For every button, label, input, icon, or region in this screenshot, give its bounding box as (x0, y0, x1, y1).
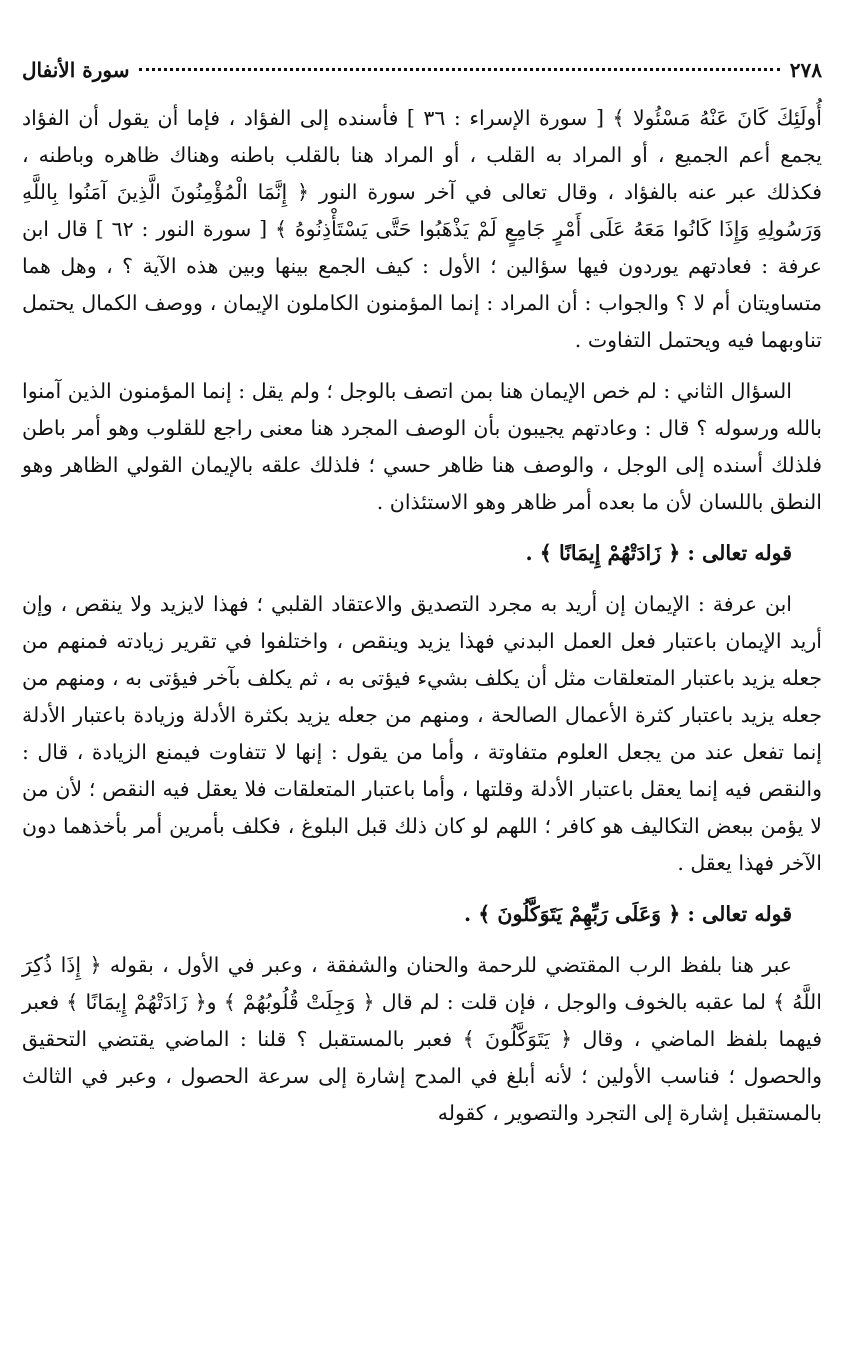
paragraph-rabb-wording: عبر هنا بلفظ الرب المقتضي للرحمة والحنان والشفقة ، وعبر في الأول ، بقوله ﴿ إِذَا ذُكِرَ اللَّهُ ﴾ لما عقبه بالخوف والوجل ، فإن قلت : لم قال ﴿ وَجِلَتْ قُلُوبُهُمْ ﴾ و﴿ زَادَتْهُمْ إِيمَانًا ﴾ فعبر فيهما بلفظ الماضي ، وقال ﴿ يَتَوَكَّلُونَ ﴾ فعبر بالمستقبل ؟ قلنا : الماضي يقتضي التحقيق والحصول ؛ فناسب الأولين ؛ لأنه أبلغ في المدح إشارة إلى سرعة الحصول ، وعبر في الثالث بالمستقبل إشارة إلى التجرد والتصوير ، كقوله (22, 953, 822, 1125)
dotted-leader (139, 68, 779, 71)
verse-heading-zadathum: قوله تعالى : ﴿ زَادَتْهُمْ إِيمَانًا ﴾ . (525, 541, 792, 565)
running-header (22, 58, 822, 92)
surah-title: سورة الأنفال (22, 58, 130, 82)
page-number: ٢٧٨ (789, 58, 822, 82)
paragraph-continuation: أُولَئِكَ كَانَ عَنْهُ مَسْئُولا ﴾ [ سورة الإسراء : ٣٦ ] فأسنده إلى الفؤاد ، فإما أن يقول أن الفؤاد يجمع أعم الجميع ، أو المراد به القلب ، أو المراد هنا بالقلب باطنه وهناك ظاهره وباطنه ، فكذلك عبر عنه بالفؤاد ، وقال تعالى في آخر سورة النور ﴿ إِنَّمَا الْمُؤْمِنُونَ الَّذِينَ آمَنُوا بِاللَّهِ وَرَسُولِهِ وَإِذَا كَانُوا مَعَهُ عَلَى أَمْرٍ جَامِعٍ لَمْ يَذْهَبُوا حَتَّى يَسْتَأْذِنُوهُ ﴾ [ سورة النور : ٦٢ ] قال ابن عرفة : فعادتهم يوردون فيها سؤالين ؛ الأول : كيف الجمع بينها وبين هذه الآية ؟ ، وهل هما متساويتان أم لا ؟ والجواب : أن المراد : إنما المؤمنون الكاملون الإيمان ، ووصف الكمال يحتمل تناوبهما فيه ويحتمل التفاوت . (22, 106, 822, 352)
page-body (22, 100, 822, 1132)
paragraph-iman-increase: ابن عرفة : الإيمان إن أريد به مجرد التصديق والاعتقاد القلبي ؛ فهذا لايزيد ولا ينقص ، وإن أريد الإيمان باعتبار فعل العمل البدني فهذا يزيد وينقص ، واختلفوا في تقرير زيادته فمنهم من جعله يزيد باعتبار المتعلقات مثل أن يكلف بشيء فيؤتى به ، ثم يكلف بآخر فيؤتى به ، ومنهم من جعله يزيد باعتبار كثرة الأعمال الصالحة ، ومنهم من جعله يزيد بكثرة الأدلة وزيادة باعتبار الأدلة إنما تفعل عند من يجعل العلوم متفاوتة ، وأما من يقول : إنها لا تتفاوت فيمنع الزيادة ، قال : والنقص فيه إنما يعقل باعتبار الأدلة وقلتها ، وأما باعتبار المتعلقات فلا يعقل فيه النقص ؛ لأن من لا يؤمن ببعض التكاليف هو كافر ؛ اللهم لو كان ذلك قبل البلوغ ، فكلف بأمرين أمر بأخذهما دون الآخر فهذا يعقل . (22, 592, 822, 875)
verse-heading-yatawakkalun: قوله تعالى : ﴿ وَعَلَى رَبِّهِمْ يَتَوَكَّلُونَ ﴾ . (464, 902, 792, 926)
paragraph-second-question: السؤال الثاني : لم خص الإيمان هنا بمن اتصف بالوجل ؛ ولم يقل : إنما المؤمنون الذين آمنوا بالله ورسوله ؟ قال : وعادتهم يجيبون بأن الوصف المجرد هنا معنى راجع للقلوب وهو أمر باطن فلذلك أسنده إلى الوجل ، والوصف هنا ظاهر حسي ؛ فلذلك علقه بالإيمان القولي الظاهر وهو النطق باللسان لأن ما بعده أمر ظاهر وهو الاستئذان . (22, 379, 822, 514)
